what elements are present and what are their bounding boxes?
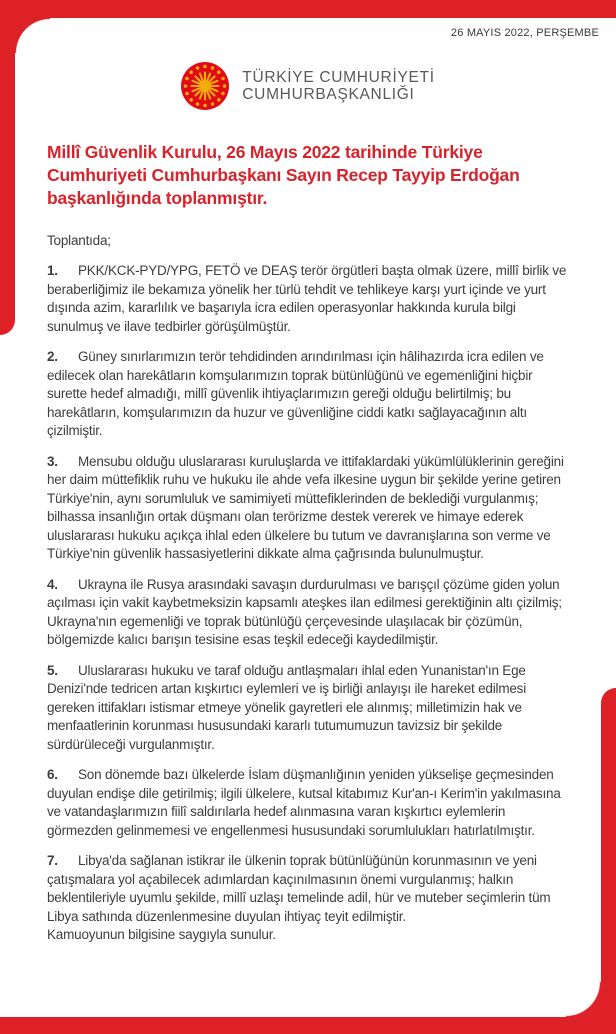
paragraph-number: 7. <box>47 853 58 868</box>
brand-line-1: TÜRKİYE CUMHURİYETİ <box>242 68 435 86</box>
paragraph-number: 3. <box>47 453 58 469</box>
right-red-strip <box>601 688 616 1034</box>
intro-line: Toplantıda; <box>47 233 111 248</box>
numbered-paragraph <box>47 576 570 650</box>
paragraph-number: 1. <box>47 263 58 278</box>
brand-lockup <box>0 62 616 110</box>
paragraph-number: 2. <box>47 349 58 364</box>
paragraph-number: 4. <box>47 576 58 592</box>
top-red-bar <box>0 0 616 18</box>
paragraph-number: 6. <box>47 767 58 782</box>
left-red-strip <box>0 0 15 335</box>
bottom-right-curved-corner <box>566 982 601 1017</box>
paragraph-text: Mensubu olduğu uluslararası kuruluşlarda ve ittifaklardaki yükümlülüklerinin gereğini her daim müttefiklik ruhu ve hukuku ile ahde vefa ilkesine uygun bir şekilde yerine getiren Türkiye'nin, aynı sorumluluk ve samimiyeti müttefiklerinden de beklediği vurgulanmış; bilhassa insanlığın ortak düşmanı olan terörizme destek vererek ve himaye ederek uluslararası hukuku açıkça ihlal eden ülkelere bu tutum ve davranışlarına son verme ve Türkiye'nin güvenlik hassasiyetlerini dikkate alma çağrısında bulunulmuştur. <box>47 453 564 561</box>
numbered-paragraph <box>47 662 570 755</box>
numbered-paragraph <box>47 348 570 441</box>
paragraph-text: Ukrayna ile Rusya arasındaki savaşın durdurulması ve barışçıl çözüme giden yolun açılması için vakit kaybetmeksizin kapsamlı ateşkes ilan edilmesi gerektiğinin altı çizilmiş; Ukrayna'nın egemenliği ve toprak bütünlüğü çerçevesinde ulaşılacak bir çözümün, bölgemizde kalıcı barışın tesisine esas teşkil edeceği kaydedilmiştir. <box>47 576 562 647</box>
paragraph-number: 5. <box>47 662 58 678</box>
bottom-red-bar <box>0 1017 616 1034</box>
brand-line-2: CUMHURBAŞKANLIĞI <box>242 86 415 103</box>
paragraph-text: Son dönemde bazı ülkelerde İslam düşmanlığının yeniden yükselişe geçmesinden duyulan endişe dile getirilmiş; ilgili ülkelere, kutsal kitabımız Kur'an-ı Kerim'in yakılmasına ve vatandaşlarımızın fiilî saldırılarla hedef alınmasına varan kışkırtıcı eylemlerin görmezden gelinmemesi ve engellenmesi hususundaki sorumlulukları hatırlatılmıştır. <box>47 767 561 838</box>
paragraph-list <box>47 262 570 957</box>
closing-line: Kamuoyunun bilgisine saygıyla sunulur. <box>47 927 276 942</box>
numbered-paragraph <box>47 852 570 926</box>
numbered-paragraph <box>47 262 570 336</box>
paragraph-text: Libya'da sağlanan istikrar ile ülkenin toprak bütünlüğünün korunmasının ve yeni çatışmalara yol açabilecek adımlardan kaçınılmasının önemi vurgulanmış; halkın beklentileriyle uyumlu şekilde, millî uzlaşı temelinde adil, hür ve muteber seçimlerin tüm Libya sathında düzenlenmesine duyulan ihtiyaç teyit edilmiştir. <box>47 853 551 924</box>
paragraph-text: Uluslararası hukuku ve taraf olduğu antlaşmaları ihlal eden Yunanistan'ın Ege Denizi'nde tedricen artan kışkırtıcı eylemleri ve iş birliği anlayışı ile hareket edilmesi gereken ittifakları istismar etmeye yönelik gayretleri ele alınmış; milletimizin hak ve menfaatlerinin korunması hususundaki kararlı tutumumuzun tavizsiz bir şekilde sürdürüleceği vurgulanmıştır. <box>47 662 527 752</box>
paragraph-text: PKK/KCK-PYD/YPG, FETÖ ve DEAŞ terör örgütleri başta olmak üzere, millî birlik ve beraberliğimiz ile bekamıza yönelik her türlü tehdit ve tehlikeye karşı yurt içinde ve yurt dışında azim, kararlılık ve başarıyla icra edilen operasyonlar hakkında kurula bilgi sunulmuş ve ilave tedbirler görüşülmüştür. <box>47 263 567 334</box>
date-label: 26 MAYIS 2022, PERŞEMBE <box>450 27 599 39</box>
presidential-seal-icon <box>181 62 229 110</box>
brand-wordmark <box>242 69 434 104</box>
numbered-paragraph <box>47 766 570 840</box>
top-left-curved-corner <box>15 18 50 53</box>
headline: Millî Güvenlik Kurulu, 26 Mayıs 2022 tarihinde Türkiye Cumhuriyeti Cumhurbaşkanı Sayın Recep Tayyip Erdoğan başkanlığında toplanmıştır. <box>47 142 520 208</box>
paragraph-text: Güney sınırlarımızın terör tehdidinden arındırılması için hâlihazırda icra edilen ve edilecek olan harekâtların komşularımızın toprak bütünlüğünü ve egemenliğini hiçbir surette hedef almadığı, millî güvenlik ihtiyaçlarımızın gereği olduğu belirtilmiş; bu harekâtların, komşularımızın da huzur ve güvenliğine ciddi katkı sağlayacağının altı çizilmiştir. <box>47 349 544 438</box>
numbered-paragraph <box>47 453 570 564</box>
